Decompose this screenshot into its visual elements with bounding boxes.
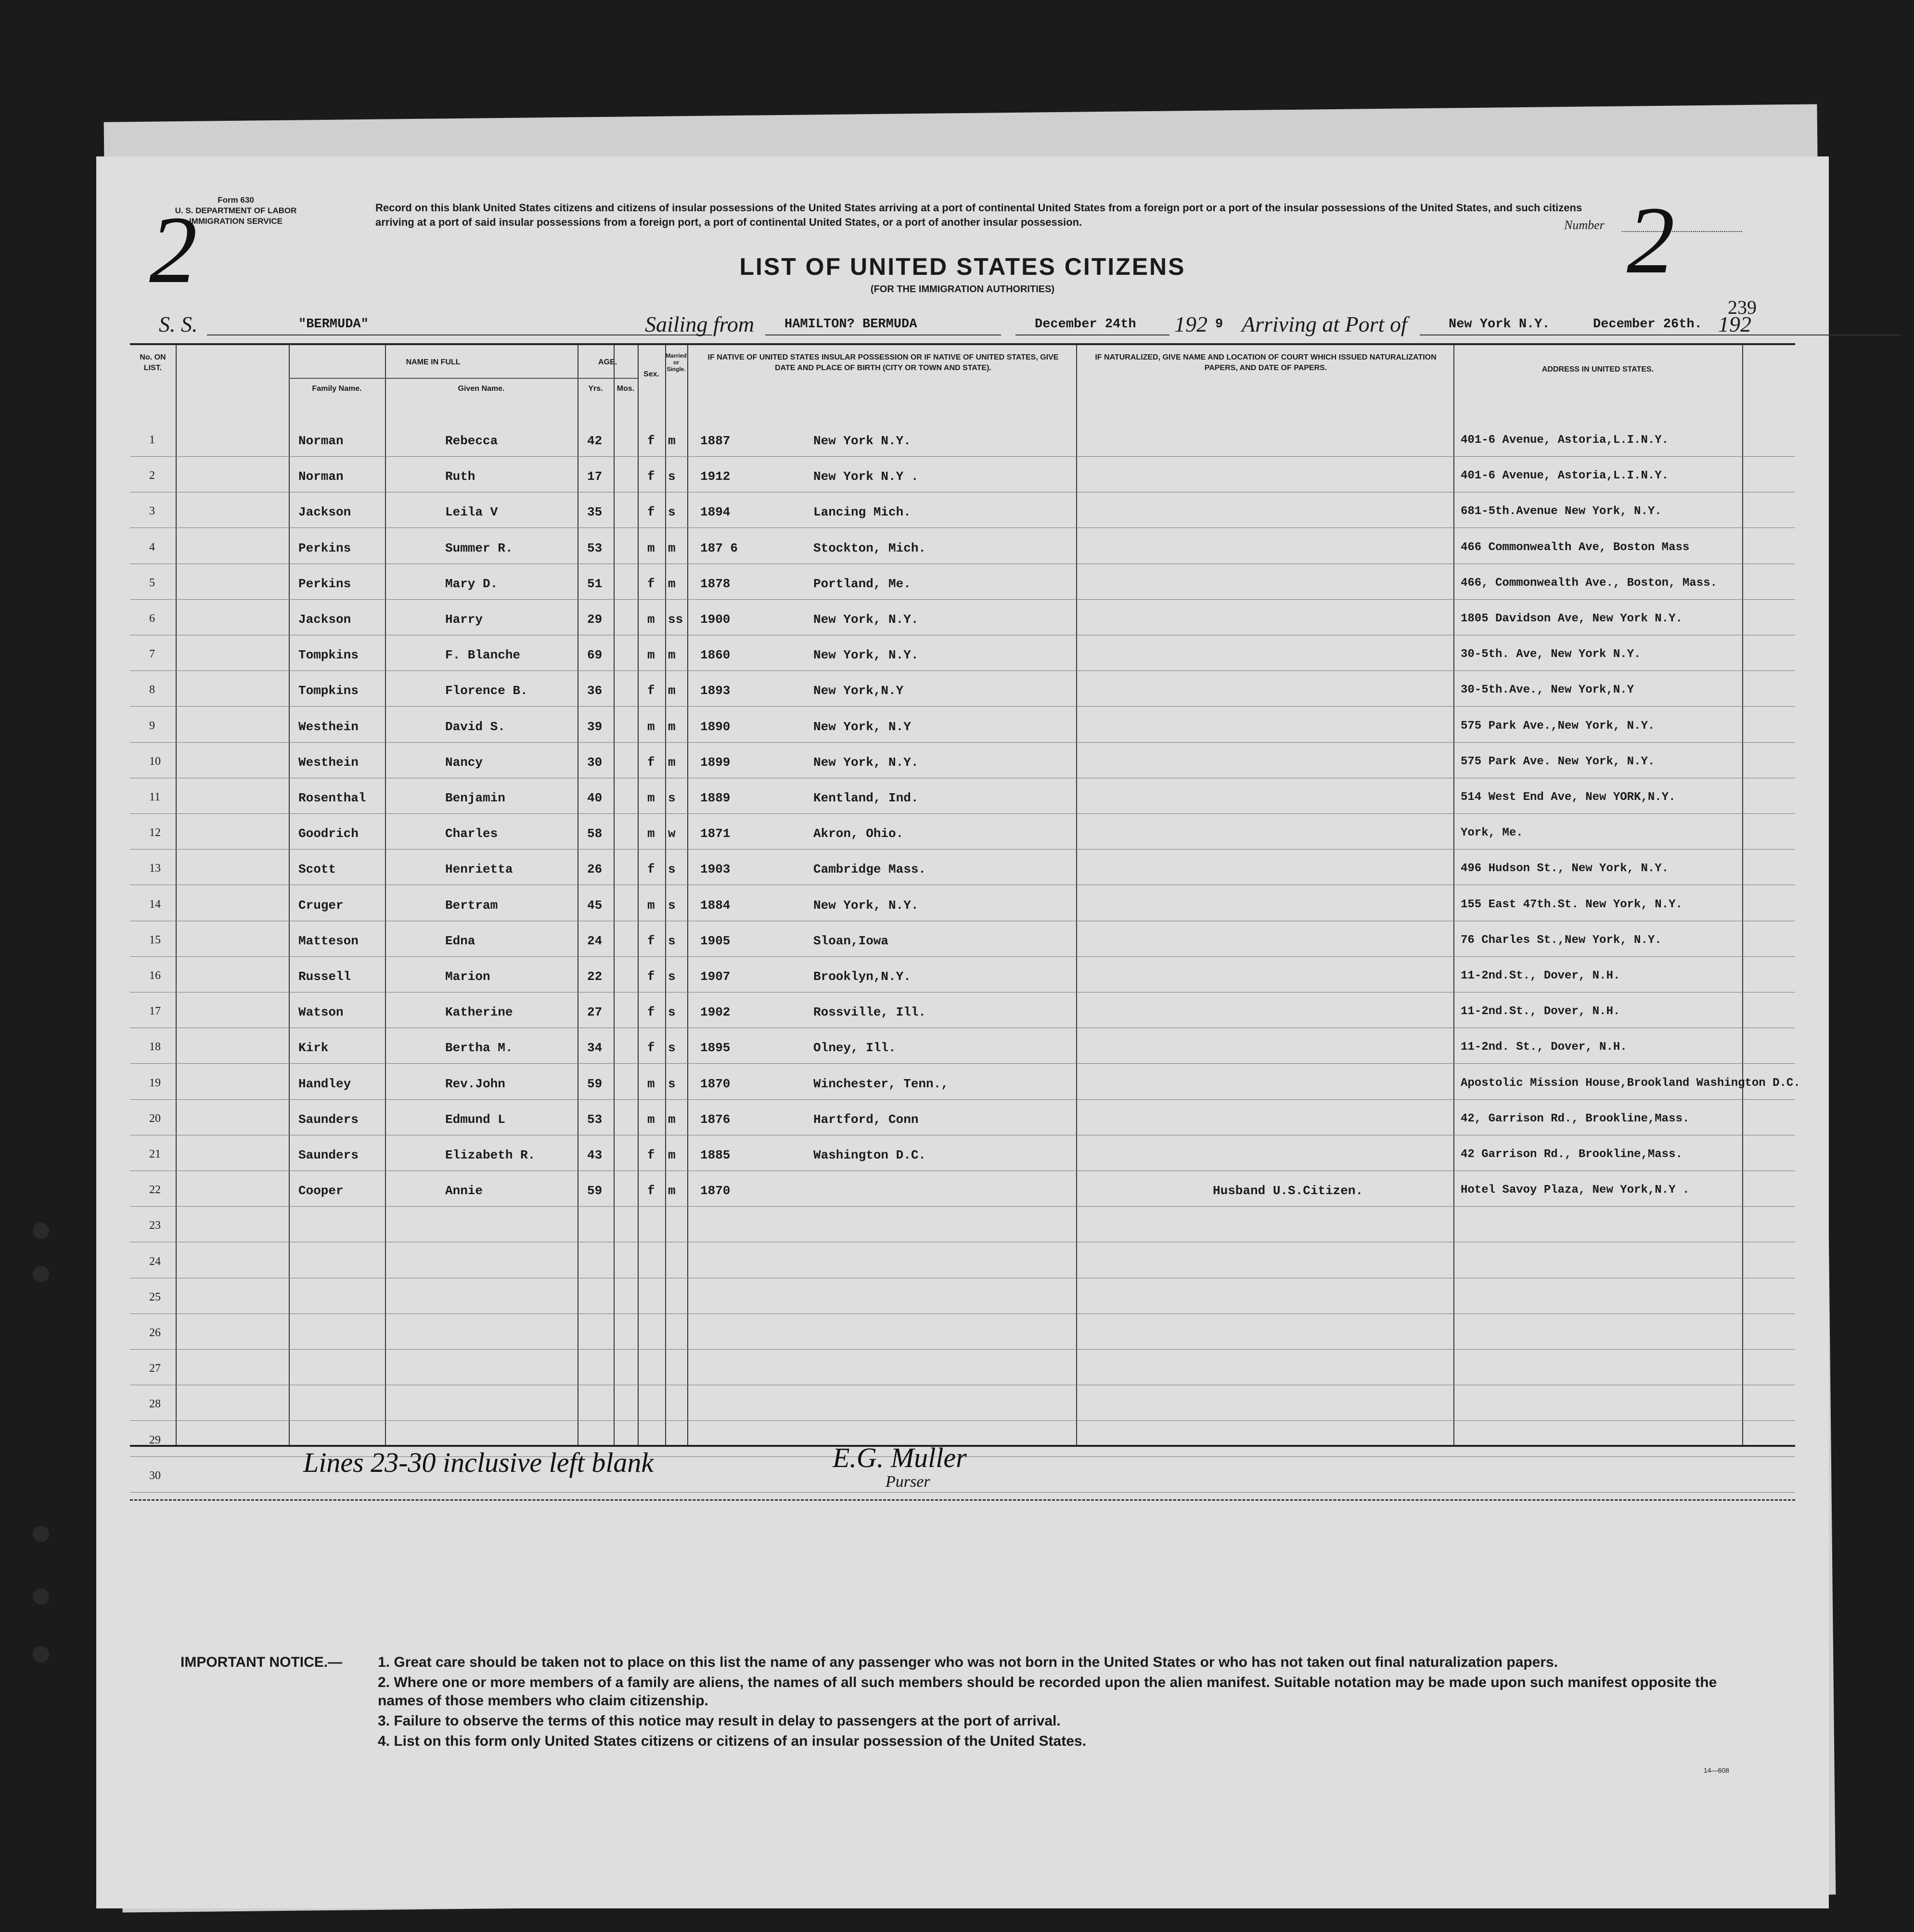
marital-status: m bbox=[668, 1112, 676, 1127]
age-years: 53 bbox=[587, 1112, 603, 1127]
marital-status: s bbox=[668, 933, 676, 948]
age-years: 43 bbox=[587, 1148, 603, 1162]
table-row bbox=[130, 457, 1795, 492]
marital-status: m bbox=[668, 434, 676, 448]
row-number: 16 bbox=[149, 969, 161, 982]
age-years: 29 bbox=[587, 612, 603, 627]
arrival-port: New York N.Y. bbox=[1449, 317, 1550, 332]
address: 11-2nd. St., Dover, N.H. bbox=[1461, 1041, 1627, 1054]
year-prefix-2: 192 bbox=[1718, 312, 1751, 336]
marital-status: s bbox=[668, 1041, 676, 1056]
given-name: Henrietta bbox=[445, 862, 513, 877]
marital-status: s bbox=[668, 469, 676, 484]
header-sex: Sex. bbox=[643, 370, 659, 378]
handwritten-mark-right: 2 bbox=[1627, 187, 1675, 294]
row-number: 30 bbox=[149, 1469, 161, 1482]
birth-place: New York, N.Y. bbox=[813, 612, 919, 627]
row-number: 2 bbox=[149, 469, 155, 482]
row-number: 18 bbox=[149, 1041, 161, 1054]
sex: m bbox=[647, 648, 655, 663]
binding-hole bbox=[33, 1588, 49, 1605]
given-name: Edmund L bbox=[445, 1112, 505, 1127]
age-years: 17 bbox=[587, 469, 603, 484]
birth-place: Brooklyn,N.Y. bbox=[813, 969, 911, 984]
sex: m bbox=[647, 1112, 655, 1127]
manifest-sheet bbox=[96, 156, 1829, 1908]
header-yrs: Yrs. bbox=[588, 385, 603, 393]
row-number: 15 bbox=[149, 933, 161, 946]
header-given-name: Given Name. bbox=[458, 385, 505, 393]
row-number: 11 bbox=[149, 791, 161, 803]
notice-item-3: 3. Failure to observe the terms of this notice may result in delay to passengers at the port of arrival. bbox=[378, 1713, 1061, 1729]
year-suffix-1: 9 bbox=[1215, 317, 1223, 332]
row-number: 8 bbox=[149, 683, 155, 696]
address: Hotel Savoy Plaza, New York,N.Y . bbox=[1461, 1184, 1690, 1197]
ss-label: S. S. bbox=[159, 312, 198, 336]
given-name: Ruth bbox=[445, 469, 475, 484]
sex: f bbox=[647, 1184, 655, 1198]
row-number: 4 bbox=[149, 541, 155, 554]
sex: m bbox=[647, 541, 655, 555]
row-number: 7 bbox=[149, 648, 155, 661]
sailing-from: HAMILTON? BERMUDA bbox=[784, 317, 917, 332]
row-number: 23 bbox=[149, 1219, 161, 1232]
sex: m bbox=[647, 826, 655, 841]
row-number: 1 bbox=[149, 434, 155, 446]
birth-place: Cambridge Mass. bbox=[813, 862, 926, 877]
table-row bbox=[130, 1385, 1795, 1421]
header-age: AGE. bbox=[598, 358, 617, 366]
birth-place: New York,N.Y bbox=[813, 683, 904, 698]
form-service: IMMIGRATION SERVICE bbox=[189, 217, 283, 226]
age-years: 24 bbox=[587, 933, 603, 948]
birth-year: 1860 bbox=[700, 648, 731, 663]
marital-status: s bbox=[668, 1076, 676, 1091]
given-name: Florence B. bbox=[445, 683, 528, 698]
birth-place: New York, N.Y. bbox=[813, 755, 919, 770]
sex: m bbox=[647, 612, 655, 627]
given-name: F. Blanche bbox=[445, 648, 521, 663]
address: 401-6 Avenue, Astoria,L.I.N.Y. bbox=[1461, 434, 1669, 447]
arrival-date: December 26th. bbox=[1593, 317, 1702, 332]
binding-hole bbox=[33, 1646, 49, 1662]
binding-hole bbox=[33, 1266, 49, 1282]
departure-date: December 24th bbox=[1035, 317, 1136, 332]
row-number: 14 bbox=[149, 898, 161, 911]
family-name: Westhein bbox=[298, 719, 359, 734]
given-name: Rev.John bbox=[445, 1076, 505, 1091]
birth-year: 1900 bbox=[700, 612, 731, 627]
marital-status: s bbox=[668, 969, 676, 984]
table-row bbox=[130, 1171, 1795, 1207]
sex: m bbox=[647, 1076, 655, 1091]
marital-status: m bbox=[668, 1148, 676, 1162]
notice-item-1: 1. Great care should be taken not to place on this list the name of any passenger who was not born in the United States or who has not taken out final naturalization papers. bbox=[378, 1654, 1558, 1670]
birth-year: 1885 bbox=[700, 1148, 731, 1162]
naturalization: Husband U.S.Citizen. bbox=[1213, 1184, 1363, 1198]
purser-signature: E.G. Muller bbox=[833, 1442, 967, 1473]
row-number: 28 bbox=[149, 1398, 161, 1411]
sex: f bbox=[647, 434, 655, 448]
sex: f bbox=[647, 469, 655, 484]
birth-year: 1871 bbox=[700, 826, 731, 841]
given-name: Edna bbox=[445, 933, 475, 948]
marital-status: w bbox=[668, 826, 676, 841]
birth-year: 1878 bbox=[700, 576, 731, 591]
family-name: Perkins bbox=[298, 576, 351, 591]
sailing-label: Sailing from bbox=[645, 312, 755, 336]
address: 11-2nd.St., Dover, N.H. bbox=[1461, 1005, 1620, 1018]
age-years: 42 bbox=[587, 434, 603, 448]
birth-place: Washington D.C. bbox=[813, 1148, 926, 1162]
header-naturalized: IF NATURALIZED, GIVE NAME AND LOCATION OF COURT WHICH ISSUED NATURALIZATION PAPERS, AND DATE OF PAPERS. bbox=[1095, 353, 1437, 372]
row-number: 27 bbox=[149, 1362, 161, 1375]
age-years: 40 bbox=[587, 791, 603, 805]
row-number: 24 bbox=[149, 1255, 161, 1268]
table-row bbox=[130, 814, 1795, 850]
address: 11-2nd.St., Dover, N.H. bbox=[1461, 969, 1620, 982]
row-number: 26 bbox=[149, 1327, 161, 1339]
sex: m bbox=[647, 719, 655, 734]
table-row bbox=[130, 707, 1795, 743]
marital-status: s bbox=[668, 898, 676, 913]
birth-place: New York N.Y . bbox=[813, 469, 919, 484]
row-number: 12 bbox=[149, 826, 161, 839]
row-number: 9 bbox=[149, 719, 155, 732]
given-name: Benjamin bbox=[445, 791, 505, 805]
row-number: 22 bbox=[149, 1184, 161, 1197]
sex: f bbox=[647, 862, 655, 877]
table-row bbox=[130, 671, 1795, 707]
birth-year: 1876 bbox=[700, 1112, 731, 1127]
age-years: 59 bbox=[587, 1076, 603, 1091]
address: 514 West End Ave, New YORK,N.Y. bbox=[1461, 791, 1676, 804]
arriving-label: Arriving at Port of bbox=[1242, 312, 1407, 336]
marital-status: m bbox=[668, 1184, 676, 1198]
family-name: Russell bbox=[298, 969, 351, 984]
age-years: 53 bbox=[587, 541, 603, 555]
sex: f bbox=[647, 683, 655, 698]
row-number: 20 bbox=[149, 1112, 161, 1125]
marital-status: s bbox=[668, 791, 676, 805]
header-number: No. ON LIST. bbox=[140, 353, 166, 372]
table-row bbox=[130, 564, 1795, 600]
given-name: Leila V bbox=[445, 505, 498, 520]
address: 496 Hudson St., New York, N.Y. bbox=[1461, 862, 1669, 876]
family-name: Perkins bbox=[298, 541, 351, 555]
age-years: 22 bbox=[587, 969, 603, 984]
birth-year: 187 6 bbox=[700, 541, 738, 555]
sex: f bbox=[647, 969, 655, 984]
row-number: 19 bbox=[149, 1076, 161, 1089]
row-number: 13 bbox=[149, 862, 161, 875]
table-row bbox=[130, 850, 1795, 885]
address: Apostolic Mission House,Brookland Washington D.C. bbox=[1461, 1076, 1800, 1090]
header-name-in-full: NAME IN FULL bbox=[406, 358, 461, 366]
table-row bbox=[130, 1100, 1795, 1135]
birth-year: 1899 bbox=[700, 755, 731, 770]
table-row bbox=[130, 921, 1795, 957]
sex: f bbox=[647, 1005, 655, 1020]
address: 30-5th.Ave., New York,N.Y bbox=[1461, 683, 1634, 697]
given-name: Bertha M. bbox=[445, 1041, 513, 1056]
birth-year: 1895 bbox=[700, 1041, 731, 1056]
given-name: Elizabeth R. bbox=[445, 1148, 536, 1162]
address: 575 Park Ave.,New York, N.Y. bbox=[1461, 719, 1655, 733]
family-name: Tompkins bbox=[298, 648, 359, 663]
marital-status: s bbox=[668, 1005, 676, 1020]
birth-year: 1894 bbox=[700, 505, 731, 520]
given-name: Marion bbox=[445, 969, 490, 984]
birth-year: 1870 bbox=[700, 1184, 731, 1198]
birth-place: New York, N.Y. bbox=[813, 898, 919, 913]
purser-title: Purser bbox=[886, 1473, 930, 1491]
birth-year: 1890 bbox=[700, 719, 731, 734]
marital-status: m bbox=[668, 541, 676, 555]
table-row bbox=[130, 600, 1795, 635]
marital-status: s bbox=[668, 862, 676, 877]
birth-place: Portland, Me. bbox=[813, 576, 911, 591]
marital-status: m bbox=[668, 719, 676, 734]
header-married-single: Married or Single. bbox=[666, 352, 687, 373]
instructions-text: Record on this blank United States citizens and citizens of insular possessions of the United States arriving at a port of continental United States from a foreign port or a port of the insular possessions of the United States, and such citizens arriving at a port of said insular possessions from a foreign port, a port of continental United States, or a port of another insular possession. bbox=[375, 202, 1582, 228]
given-name: Harry bbox=[445, 612, 483, 627]
age-years: 36 bbox=[587, 683, 603, 698]
address: 155 East 47th.St. New York, N.Y. bbox=[1461, 898, 1683, 911]
row-number: 29 bbox=[149, 1433, 161, 1446]
birth-year: 1907 bbox=[700, 969, 731, 984]
birth-place: New York N.Y. bbox=[813, 434, 911, 448]
birth-year: 1870 bbox=[700, 1076, 731, 1091]
handwritten-mark-left: 2 bbox=[149, 197, 197, 303]
address: York, Me. bbox=[1461, 826, 1523, 840]
sex: f bbox=[647, 576, 655, 591]
table-row bbox=[130, 421, 1795, 457]
age-years: 27 bbox=[587, 1005, 603, 1020]
handwritten-blank-lines-note: Lines 23-30 inclusive left blank bbox=[303, 1447, 654, 1478]
birth-year: 1893 bbox=[700, 683, 731, 698]
birth-place: Winchester, Tenn., bbox=[813, 1076, 949, 1091]
birth-place: Hartford, Conn bbox=[813, 1112, 919, 1127]
family-name: Saunders bbox=[298, 1112, 359, 1127]
notice-item-2: 2. Where one or more members of a family are aliens, the names of all such members should be recorded upon the alien manifest. Suitable notation may be made upon such manifest opposite the names of those members who claim citizenship. bbox=[378, 1674, 1717, 1709]
age-years: 26 bbox=[587, 862, 603, 877]
row-number: 10 bbox=[149, 755, 161, 768]
family-name: Saunders bbox=[298, 1148, 359, 1162]
vessel-line bbox=[159, 311, 1751, 340]
family-name: Westhein bbox=[298, 755, 359, 770]
year-prefix-1: 192 bbox=[1174, 312, 1207, 336]
form-code: 14—608 bbox=[1704, 1766, 1729, 1774]
family-name: Norman bbox=[298, 434, 344, 448]
birth-place: Sloan,Iowa bbox=[813, 933, 889, 948]
page-title: LIST OF UNITED STATES CITIZENS bbox=[739, 253, 1186, 280]
marital-status: ss bbox=[668, 612, 683, 627]
birth-place: Lancing Mich. bbox=[813, 505, 911, 520]
given-name: David S. bbox=[445, 719, 505, 734]
table-row bbox=[130, 992, 1795, 1028]
family-name: Tompkins bbox=[298, 683, 359, 698]
birth-year: 1912 bbox=[700, 469, 731, 484]
table-row bbox=[130, 1243, 1795, 1278]
marital-status: m bbox=[668, 755, 676, 770]
birth-year: 1887 bbox=[700, 434, 731, 448]
birth-place: Stockton, Mich. bbox=[813, 541, 926, 555]
age-years: 39 bbox=[587, 719, 603, 734]
table-row bbox=[130, 492, 1795, 528]
birth-place: Olney, Ill. bbox=[813, 1041, 896, 1056]
birth-place: Akron, Ohio. bbox=[813, 826, 904, 841]
table-row bbox=[130, 1314, 1795, 1350]
address: 42, Garrison Rd., Brookline,Mass. bbox=[1461, 1112, 1690, 1125]
sex: f bbox=[647, 505, 655, 520]
family-name: Jackson bbox=[298, 612, 351, 627]
family-name: Rosenthal bbox=[298, 791, 366, 805]
header-birth: IF NATIVE OF UNITED STATES INSULAR POSSESSION OR IF NATIVE OF UNITED STATES, GIVE DATE AND PLACE OF BIRTH (CITY OR TOWN AND STATE). bbox=[707, 353, 1059, 372]
notice-label: IMPORTANT NOTICE.— bbox=[180, 1654, 343, 1670]
family-name: Scott bbox=[298, 862, 336, 877]
family-name: Goodrich bbox=[298, 826, 359, 841]
binding-hole bbox=[33, 1223, 49, 1239]
given-name: Mary D. bbox=[445, 576, 498, 591]
birth-year: 1903 bbox=[700, 862, 731, 877]
given-name: Katherine bbox=[445, 1005, 513, 1020]
birth-year: 1902 bbox=[700, 1005, 731, 1020]
table-row bbox=[130, 528, 1795, 564]
form-department: U. S. DEPARTMENT OF LABOR bbox=[175, 206, 297, 215]
address: 466 Commonwealth Ave, Boston Mass bbox=[1461, 541, 1690, 554]
family-name: Kirk bbox=[298, 1041, 329, 1056]
marital-status: m bbox=[668, 576, 676, 591]
table-row bbox=[130, 1350, 1795, 1385]
number-label: Number bbox=[1564, 218, 1605, 232]
table-row bbox=[130, 1207, 1795, 1242]
age-years: 59 bbox=[587, 1184, 603, 1198]
address: 76 Charles St.,New York, N.Y. bbox=[1461, 933, 1662, 947]
given-name: Rebecca bbox=[445, 434, 498, 448]
given-name: Summer R. bbox=[445, 541, 513, 555]
notice-item-4: 4. List on this form only United States citizens or citizens of an insular possession of the United States. bbox=[378, 1733, 1086, 1749]
table-row bbox=[130, 778, 1795, 814]
address: 1805 Davidson Ave, New York N.Y. bbox=[1461, 612, 1683, 625]
sex: f bbox=[647, 1148, 655, 1162]
sex: f bbox=[647, 933, 655, 948]
birth-place: Rossville, Ill. bbox=[813, 1005, 926, 1020]
address: 466, Commonwealth Ave., Boston, Mass. bbox=[1461, 576, 1717, 590]
birth-place: New York, N.Y bbox=[813, 719, 911, 734]
birth-place: New York, N.Y. bbox=[813, 648, 919, 663]
family-name: Norman bbox=[298, 469, 344, 484]
table-row bbox=[130, 1028, 1795, 1064]
family-name: Watson bbox=[298, 1005, 344, 1020]
table-row bbox=[130, 1064, 1800, 1100]
sheet-number: 239 bbox=[1728, 296, 1757, 318]
header-mos: Mos. bbox=[617, 385, 635, 393]
age-years: 35 bbox=[587, 505, 603, 520]
sex: m bbox=[647, 791, 655, 805]
address: 575 Park Ave. New York, N.Y. bbox=[1461, 755, 1655, 768]
age-years: 34 bbox=[587, 1041, 603, 1056]
perforation-line bbox=[130, 1499, 1795, 1501]
family-name: Cruger bbox=[298, 898, 344, 913]
family-name: Cooper bbox=[298, 1184, 344, 1198]
given-name: Nancy bbox=[445, 755, 483, 770]
family-name: Handley bbox=[298, 1076, 351, 1091]
marital-status: m bbox=[668, 683, 676, 698]
header-address: ADDRESS IN UNITED STATES. bbox=[1541, 365, 1654, 374]
vessel-name: "BERMUDA" bbox=[298, 317, 369, 332]
address: 42 Garrison Rd., Brookline,Mass. bbox=[1461, 1148, 1683, 1161]
address: 681-5th.Avenue New York, N.Y. bbox=[1461, 505, 1662, 518]
given-name: Annie bbox=[445, 1184, 483, 1198]
table-row bbox=[130, 1135, 1795, 1171]
address: 401-6 Avenue, Astoria,L.I.N.Y. bbox=[1461, 469, 1669, 483]
marital-status: s bbox=[668, 505, 676, 520]
row-number: 3 bbox=[149, 505, 155, 518]
marital-status: m bbox=[668, 648, 676, 663]
address: 30-5th. Ave, New York N.Y. bbox=[1461, 648, 1641, 661]
table-row bbox=[130, 635, 1795, 671]
sex: m bbox=[647, 898, 655, 913]
birth-year: 1889 bbox=[700, 791, 731, 805]
given-name: Charles bbox=[445, 826, 498, 841]
table-row bbox=[130, 886, 1795, 921]
age-years: 45 bbox=[587, 898, 603, 913]
form-number: Form 630 bbox=[218, 195, 254, 205]
table-row bbox=[130, 743, 1795, 778]
family-name: Matteson bbox=[298, 933, 359, 948]
age-years: 69 bbox=[587, 648, 603, 663]
given-name: Bertram bbox=[445, 898, 498, 913]
age-years: 58 bbox=[587, 826, 603, 841]
age-years: 51 bbox=[587, 576, 603, 591]
birth-year: 1884 bbox=[700, 898, 731, 913]
binding-hole bbox=[33, 1526, 49, 1542]
row-number: 17 bbox=[149, 1005, 161, 1018]
row-number: 5 bbox=[149, 576, 155, 589]
row-number: 6 bbox=[149, 612, 155, 625]
birth-year: 1905 bbox=[700, 933, 731, 948]
sex: f bbox=[647, 755, 655, 770]
header-family-name: Family Name. bbox=[312, 385, 362, 393]
table-row bbox=[130, 1278, 1795, 1314]
family-name: Jackson bbox=[298, 505, 351, 520]
sex: f bbox=[647, 1041, 655, 1056]
birth-place: Kentland, Ind. bbox=[813, 791, 919, 805]
page-subtitle: (FOR THE IMMIGRATION AUTHORITIES) bbox=[870, 284, 1055, 295]
row-number: 21 bbox=[149, 1148, 161, 1160]
row-number: 25 bbox=[149, 1290, 161, 1303]
table-row bbox=[130, 957, 1795, 992]
age-years: 30 bbox=[587, 755, 603, 770]
